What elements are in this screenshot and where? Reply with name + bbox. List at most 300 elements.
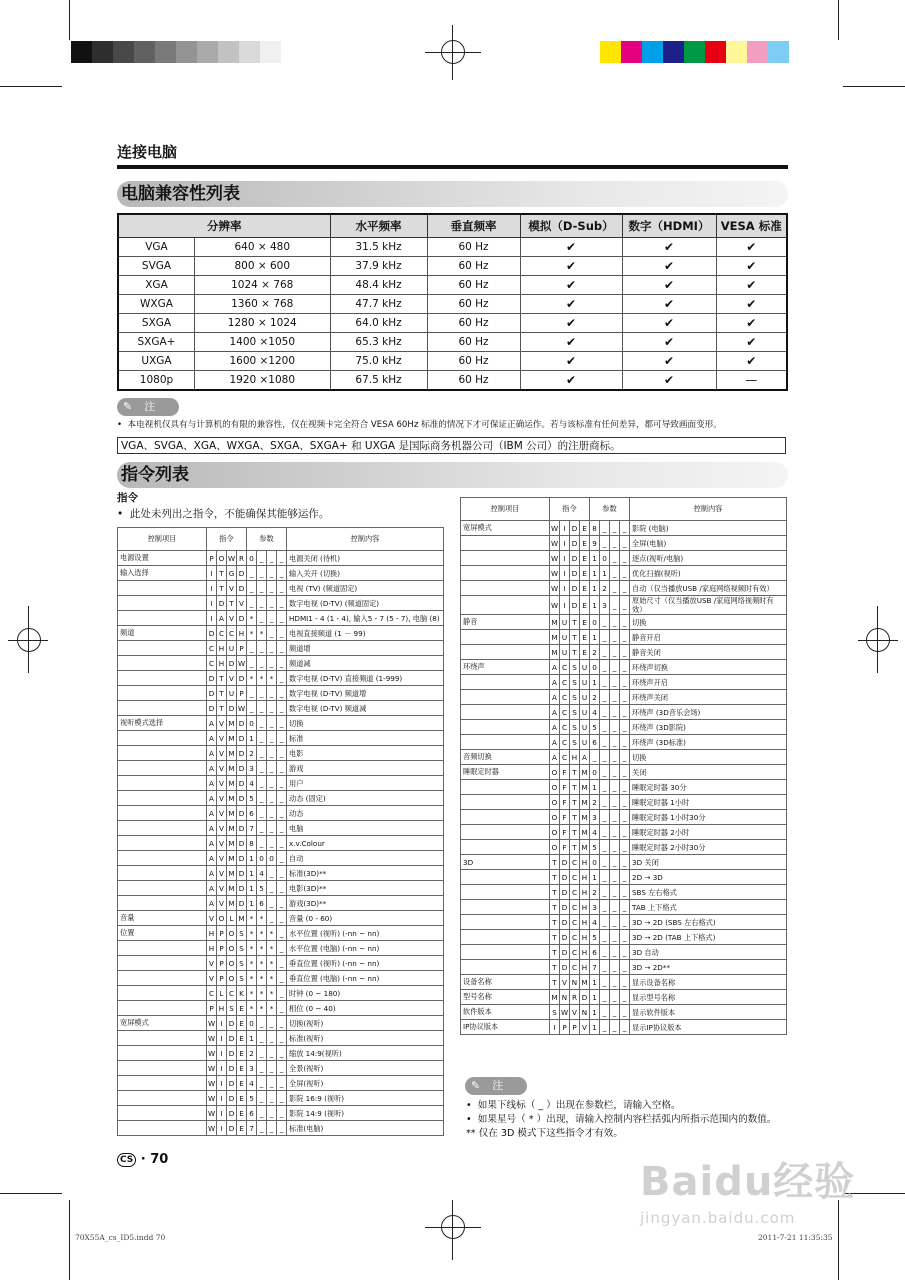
param-char: _	[610, 870, 620, 885]
command-char: O	[217, 551, 227, 566]
command-char: A	[207, 716, 217, 731]
command-char: W	[237, 656, 247, 671]
command-char: A	[207, 881, 217, 896]
color-swatch	[747, 41, 768, 63]
command-row	[118, 656, 444, 671]
command-char: E	[580, 551, 590, 566]
command-char: I	[560, 581, 570, 596]
command-description: x.v.Colour	[287, 836, 444, 851]
command-char: D	[227, 1121, 237, 1136]
command-row	[461, 930, 787, 945]
command-row	[461, 521, 787, 536]
command-category: 睡眠定时器	[461, 765, 550, 780]
command-description: 全屏(视听)	[287, 1076, 444, 1091]
command-char: T	[570, 615, 580, 630]
command-char: U	[580, 690, 590, 705]
command-char: A	[217, 611, 227, 626]
compat-cell: 1024 × 768	[195, 276, 331, 295]
command-row	[118, 1001, 444, 1016]
command-char: S	[570, 705, 580, 720]
command-char: W	[207, 1016, 217, 1031]
command-description: 垂直位置 (电脑) (-nn ~ nn)	[287, 971, 444, 986]
command-char: T	[217, 671, 227, 686]
chapter-rule	[117, 165, 788, 169]
command-row	[118, 566, 444, 581]
command-description: 自动（仅当播放USB /家庭网络视频时有效）	[630, 581, 787, 596]
support-mark: ✔	[716, 276, 787, 295]
command-char: O	[227, 956, 237, 971]
command-char: M	[227, 881, 237, 896]
command-char: C	[560, 660, 570, 675]
command-char: K	[237, 986, 247, 1001]
command-description: 动态	[287, 806, 444, 821]
param-char: _	[257, 836, 267, 851]
gray-swatch	[155, 41, 176, 63]
command-char: I	[560, 551, 570, 566]
registration-mark	[877, 606, 878, 673]
command-char: M	[580, 825, 590, 840]
param-char: 1	[590, 551, 600, 566]
param-char: _	[600, 780, 610, 795]
command-category	[118, 1061, 207, 1076]
param-char: *	[247, 671, 257, 686]
command-row	[461, 735, 787, 750]
command-row	[461, 1005, 787, 1020]
command-row	[118, 806, 444, 821]
command-char: E	[237, 1046, 247, 1061]
command-char: D	[237, 716, 247, 731]
command-char: C	[570, 900, 580, 915]
param-char: 7	[247, 821, 257, 836]
param-char: _	[277, 956, 287, 971]
command-description: 水平位置 (电脑) (-nn ~ nn)	[287, 941, 444, 956]
command-char: C	[570, 870, 580, 885]
command-char: S	[570, 735, 580, 750]
param-char: _	[620, 930, 630, 945]
command-row	[118, 1061, 444, 1076]
command-category	[461, 690, 550, 705]
command-category	[461, 945, 550, 960]
command-char: D	[207, 626, 217, 641]
command-char: F	[560, 765, 570, 780]
note-asterisk: • 如果星号（ * ）出现，请输入控制内容栏括弧内所指示范围内的数值。	[466, 1114, 777, 1125]
param-char: 5	[257, 881, 267, 896]
trademark-box: VGA、SVGA、XGA、WXGA、SXGA、SXGA+ 和 UXGA 是国际商务机器公司（IBM 公司）的注册商标。	[117, 437, 786, 454]
command-category	[118, 761, 207, 776]
command-category	[118, 836, 207, 851]
param-char: *	[247, 911, 257, 926]
param-char: _	[620, 660, 630, 675]
command-char: E	[580, 566, 590, 581]
command-char: A	[207, 866, 217, 881]
command-description: 全屏(电脑)	[630, 536, 787, 551]
compat-cell: 60 Hz	[427, 371, 520, 391]
param-char: _	[277, 581, 287, 596]
command-char: D	[227, 1106, 237, 1121]
param-char: _	[277, 791, 287, 806]
command-row	[461, 750, 787, 765]
command-category	[118, 1106, 207, 1121]
command-row	[461, 705, 787, 720]
note-label-2: 注	[492, 1079, 504, 1092]
param-char: _	[610, 660, 620, 675]
command-description: 时钟 (0 ~ 180)	[287, 986, 444, 1001]
command-char: M	[580, 795, 590, 810]
param-char: _	[257, 656, 267, 671]
command-category	[461, 960, 550, 975]
command-category	[118, 881, 207, 896]
note-badge-2	[465, 1077, 527, 1095]
command-char: D	[227, 1076, 237, 1091]
param-char: _	[257, 806, 267, 821]
command-char: H	[217, 656, 227, 671]
param-char: 7	[247, 1121, 257, 1136]
param-char: _	[257, 776, 267, 791]
param-char: _	[247, 656, 257, 671]
command-char: W	[237, 701, 247, 716]
command-row	[461, 870, 787, 885]
chapter-title: 连接电脑	[117, 143, 178, 161]
command-char: E	[237, 1121, 247, 1136]
gray-swatch	[260, 41, 281, 63]
command-char: W	[207, 1121, 217, 1136]
param-char: _	[620, 960, 630, 975]
command-category	[461, 825, 550, 840]
command-description: 静音开启	[630, 630, 787, 645]
command-char: M	[580, 840, 590, 855]
command-header-row	[118, 528, 444, 551]
param-char: *	[267, 956, 277, 971]
command-char: V	[217, 746, 227, 761]
command-char: M	[227, 866, 237, 881]
command-char: V	[560, 975, 570, 990]
registration-mark	[452, 1200, 453, 1260]
command-description: 游戏	[287, 761, 444, 776]
note-pencil-icon: ✎	[471, 1079, 481, 1092]
command-char: A	[550, 705, 560, 720]
param-char: _	[257, 566, 267, 581]
param-char: _	[620, 915, 630, 930]
command-char: D	[227, 1061, 237, 1076]
command-char: T	[217, 581, 227, 596]
command-description: 显示IP协议版本	[630, 1020, 787, 1035]
command-description: 标准(电脑)	[287, 1121, 444, 1136]
color-swatch	[600, 41, 621, 63]
command-category	[461, 840, 550, 855]
param-char: _	[620, 780, 630, 795]
param-char: _	[267, 881, 277, 896]
compat-cell: XGA	[118, 276, 195, 295]
command-char: A	[207, 761, 217, 776]
param-char: _	[267, 596, 277, 611]
command-char: D	[237, 746, 247, 761]
command-char: C	[217, 626, 227, 641]
param-char: *	[247, 926, 257, 941]
color-swatch	[642, 41, 663, 63]
support-mark: ✔	[622, 371, 716, 391]
param-char: _	[267, 641, 277, 656]
param-char: _	[620, 810, 630, 825]
command-description: 睡眠定时器 1小时30分	[630, 810, 787, 825]
command-char: D	[237, 851, 247, 866]
param-char: _	[277, 1001, 287, 1016]
param-char: _	[257, 716, 267, 731]
param-char: _	[610, 675, 620, 690]
command-description: 3D → 2D (SBS 左右格式)	[630, 915, 787, 930]
support-mark: ✔	[622, 257, 716, 276]
command-char: U	[580, 735, 590, 750]
param-char: _	[600, 945, 610, 960]
command-category	[118, 746, 207, 761]
param-char: 1	[247, 1031, 257, 1046]
command-char: C	[570, 945, 580, 960]
command-description: 电源关闭 (待机)	[287, 551, 444, 566]
param-char: _	[257, 791, 267, 806]
color-swatch	[726, 41, 747, 63]
command-char: V	[217, 716, 227, 731]
header-vesa: VESA 标准	[716, 214, 787, 238]
command-category: 静音	[461, 615, 550, 630]
command-char: D	[237, 866, 247, 881]
compat-cell: 1920 ×1080	[195, 371, 331, 391]
param-char: _	[610, 615, 620, 630]
command-category: 设备名称	[461, 975, 550, 990]
param-char: _	[610, 945, 620, 960]
command-char: D	[207, 686, 217, 701]
compat-cell: 60 Hz	[427, 257, 520, 276]
command-char: O	[550, 840, 560, 855]
command-description: 标准(视听)	[287, 1031, 444, 1046]
param-char: _	[620, 795, 630, 810]
command-category	[461, 735, 550, 750]
command-description: 环绕声 (3D标准)	[630, 735, 787, 750]
note-badge	[117, 398, 179, 416]
command-char: T	[570, 630, 580, 645]
command-row	[118, 821, 444, 836]
param-char: _	[267, 716, 277, 731]
param-char: 6	[247, 1106, 257, 1121]
param-char: _	[277, 686, 287, 701]
command-char: W	[550, 566, 560, 581]
param-char: _	[257, 1091, 267, 1106]
command-category: 音量	[118, 911, 207, 926]
command-char: M	[227, 776, 237, 791]
param-char: 5	[590, 720, 600, 735]
command-category	[118, 971, 207, 986]
param-char: _	[600, 675, 610, 690]
param-char: _	[620, 825, 630, 840]
command-char: A	[207, 896, 217, 911]
crop-mark	[69, 0, 70, 40]
command-description: 全景(视听)	[287, 1061, 444, 1076]
command-char: T	[550, 870, 560, 885]
command-row	[118, 641, 444, 656]
header-resolution: 分辨率	[118, 214, 330, 238]
command-char: P	[237, 641, 247, 656]
command-row	[118, 626, 444, 641]
param-char: _	[610, 960, 620, 975]
command-char: I	[560, 596, 570, 615]
command-char: G	[227, 566, 237, 581]
param-char: _	[277, 1061, 287, 1076]
command-row	[461, 840, 787, 855]
command-category	[461, 810, 550, 825]
param-char: _	[277, 611, 287, 626]
param-char: _	[277, 821, 287, 836]
language-badge: CS	[117, 1153, 136, 1167]
command-char: M	[227, 761, 237, 776]
compat-cell: 60 Hz	[427, 352, 520, 371]
command-row	[461, 615, 787, 630]
command-char: E	[237, 1076, 247, 1091]
command-char: M	[227, 806, 237, 821]
command-char: O	[550, 765, 560, 780]
param-char: _	[267, 626, 277, 641]
compat-cell: UXGA	[118, 352, 195, 371]
param-char: 1	[600, 566, 610, 581]
param-char: 1	[247, 866, 257, 881]
param-char: *	[247, 956, 257, 971]
command-char: E	[237, 1106, 247, 1121]
compat-cell: 60 Hz	[427, 314, 520, 333]
command-char: E	[580, 581, 590, 596]
command-char: E	[237, 1001, 247, 1016]
command-category	[118, 776, 207, 791]
compat-cell: 1280 × 1024	[195, 314, 331, 333]
command-char: C	[570, 930, 580, 945]
command-char: C	[560, 675, 570, 690]
command-char: A	[207, 776, 217, 791]
watermark-brand: Baidu经验	[640, 1159, 856, 1205]
param-char: *	[267, 926, 277, 941]
param-char: 1	[590, 566, 600, 581]
command-char: I	[217, 1046, 227, 1061]
support-mark: ✔	[520, 276, 622, 295]
command-char: M	[227, 791, 237, 806]
command-char: T	[217, 686, 227, 701]
param-char: _	[620, 596, 630, 615]
command-char: V	[217, 866, 227, 881]
command-category	[461, 630, 550, 645]
param-char: _	[257, 641, 267, 656]
param-char: _	[277, 1091, 287, 1106]
command-char: R	[570, 990, 580, 1005]
command-char: H	[217, 641, 227, 656]
command-category: 频道	[118, 626, 207, 641]
command-char: M	[227, 836, 237, 851]
param-char: _	[277, 701, 287, 716]
command-category	[461, 705, 550, 720]
param-char: _	[257, 821, 267, 836]
command-description: 静音关闭	[630, 645, 787, 660]
param-char: _	[247, 566, 257, 581]
param-char: _	[610, 1005, 620, 1020]
support-mark: ✔	[622, 352, 716, 371]
param-char: *	[247, 1001, 257, 1016]
param-char: _	[610, 536, 620, 551]
command-category	[118, 896, 207, 911]
gray-swatch	[197, 41, 218, 63]
command-char: E	[237, 1016, 247, 1031]
compat-row	[118, 257, 787, 276]
command-char: T	[550, 900, 560, 915]
command-description: 数字电视 (D-TV) (频道固定)	[287, 596, 444, 611]
param-char: 4	[590, 705, 600, 720]
param-char: _	[267, 836, 277, 851]
param-char: _	[620, 645, 630, 660]
command-char: C	[570, 885, 580, 900]
command-row	[461, 960, 787, 975]
command-char: H	[580, 960, 590, 975]
command-char: V	[207, 911, 217, 926]
param-char: _	[267, 581, 277, 596]
command-char: H	[207, 941, 217, 956]
param-char: _	[600, 810, 610, 825]
command-row	[118, 1091, 444, 1106]
param-char: _	[620, 615, 630, 630]
command-char: C	[570, 960, 580, 975]
command-char: A	[207, 731, 217, 746]
param-char: _	[257, 1076, 267, 1091]
support-mark: ✔	[622, 295, 716, 314]
command-char: W	[550, 551, 560, 566]
command-char: P	[560, 1020, 570, 1035]
param-char: *	[257, 941, 267, 956]
command-char: I	[207, 611, 217, 626]
command-description: 动态 (固定)	[287, 791, 444, 806]
command-char: D	[560, 930, 570, 945]
param-char: _	[277, 776, 287, 791]
param-char: _	[620, 521, 630, 536]
support-mark: ✔	[520, 333, 622, 352]
command-row	[118, 926, 444, 941]
command-char: P	[217, 971, 227, 986]
support-mark: ✔	[520, 352, 622, 371]
command-row	[118, 701, 444, 716]
command-row	[118, 671, 444, 686]
command-row	[461, 975, 787, 990]
param-char: _	[610, 596, 620, 615]
param-char: _	[620, 581, 630, 596]
command-description: 优化扫描(视听)	[630, 566, 787, 581]
param-char: 1	[247, 881, 257, 896]
command-char: M	[227, 851, 237, 866]
param-char: 0	[590, 855, 600, 870]
command-category	[118, 1121, 207, 1136]
command-char: D	[560, 945, 570, 960]
command-char: N	[570, 975, 580, 990]
command-row	[461, 780, 787, 795]
param-char: _	[600, 690, 610, 705]
compat-row	[118, 314, 787, 333]
command-char: V	[217, 851, 227, 866]
param-char: _	[277, 851, 287, 866]
compat-cell: 640 × 480	[195, 238, 331, 257]
param-char: _	[267, 776, 277, 791]
param-char: _	[600, 840, 610, 855]
command-description: 水平位置 (视听) (-nn ~ nn)	[287, 926, 444, 941]
param-char: 7	[590, 960, 600, 975]
param-char: *	[257, 926, 267, 941]
command-char: M	[580, 780, 590, 795]
command-char: I	[217, 1016, 227, 1031]
command-table-left	[117, 527, 444, 1136]
param-char: _	[257, 746, 267, 761]
color-swatch	[663, 41, 684, 63]
registration-mark	[28, 606, 29, 673]
support-mark: ✔	[520, 257, 622, 276]
command-char: H	[217, 1001, 227, 1016]
